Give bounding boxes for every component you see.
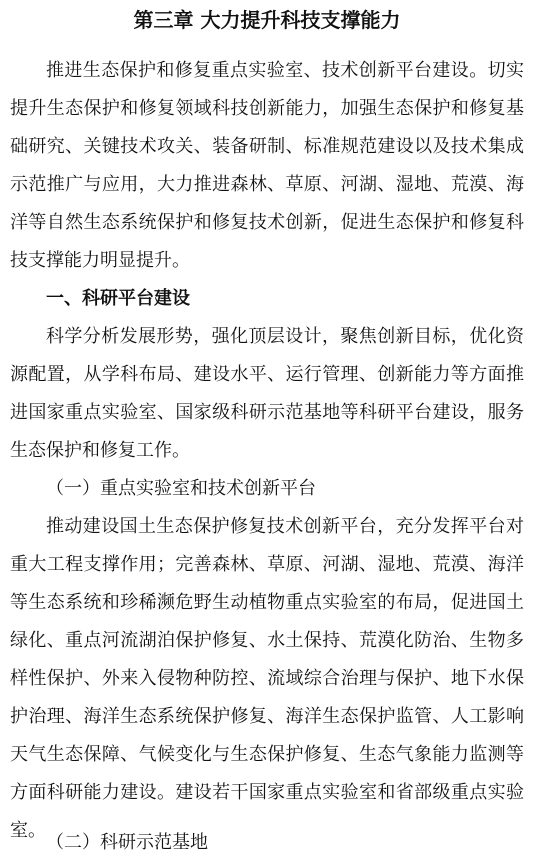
subsection-line: 样性保护、外来入侵物种防控、流域综合治理与保护、地下水保 bbox=[10, 668, 524, 689]
section-line: 科学分析发展形势，强化顶层设计，聚焦创新目标，优化资 bbox=[46, 326, 524, 347]
intro-line: 示范推广与应用，大力推进森林、草原、河湖、湿地、荒漠、海 bbox=[10, 174, 524, 195]
subsection-line: 绿化、重点河流湖泊保护修复、水土保持、荒漠化防治、生物多 bbox=[10, 630, 524, 651]
subsection-line: 室。 bbox=[10, 820, 46, 841]
subsection-line: 护治理、海洋生态系统保护修复、海洋生态保护监管、人工影响 bbox=[10, 706, 524, 727]
subsection-heading: （二）科研示范基地 bbox=[46, 832, 208, 853]
subsection-line: 天气生态保障、气候变化与生态保护修复、生态气象能力监测等 bbox=[10, 744, 524, 765]
section-line: 源配置，从学科布局、建设水平、运行管理、创新能力等方面推 bbox=[10, 364, 524, 385]
subsection-line: 方面科研能力建设。建设若干国家重点实验室和省部级重点实验 bbox=[10, 782, 524, 803]
intro-line: 提升生态保护和修复领域科技创新能力，加强生态保护和修复基 bbox=[10, 98, 524, 119]
intro-line: 技支撑能力明显提升。 bbox=[10, 250, 190, 271]
subsection-line: 推动建设国土生态保护修复技术创新平台，充分发挥平台对 bbox=[46, 516, 524, 537]
intro-line: 推进生态保护和修复重点实验室、技术创新平台建设。切实 bbox=[46, 60, 524, 81]
intro-line: 础研究、关键技术攻关、装备研制、标准规范建设以及技术集成 bbox=[10, 136, 524, 157]
subsection-line: 等生态系统和珍稀濒危野生动植物重点实验室的布局，促进国土 bbox=[10, 592, 524, 613]
intro-line: 洋等自然生态系统保护和修复技术创新，促进生态保护和修复科 bbox=[10, 212, 524, 233]
section-line: 生态保护和修复工作。 bbox=[10, 440, 190, 461]
section-line: 进国家重点实验室、国家级科研示范基地等科研平台建设，服务 bbox=[10, 402, 524, 423]
subsection-line: 重大工程支撑作用；完善森林、草原、河湖、湿地、荒漠、海洋 bbox=[10, 554, 524, 575]
section-heading: 一、科研平台建设 bbox=[46, 288, 190, 309]
chapter-title: 第三章 大力提升科技支撑能力 bbox=[133, 8, 401, 32]
subsection-heading: （一）重点实验室和技术创新平台 bbox=[46, 478, 316, 499]
